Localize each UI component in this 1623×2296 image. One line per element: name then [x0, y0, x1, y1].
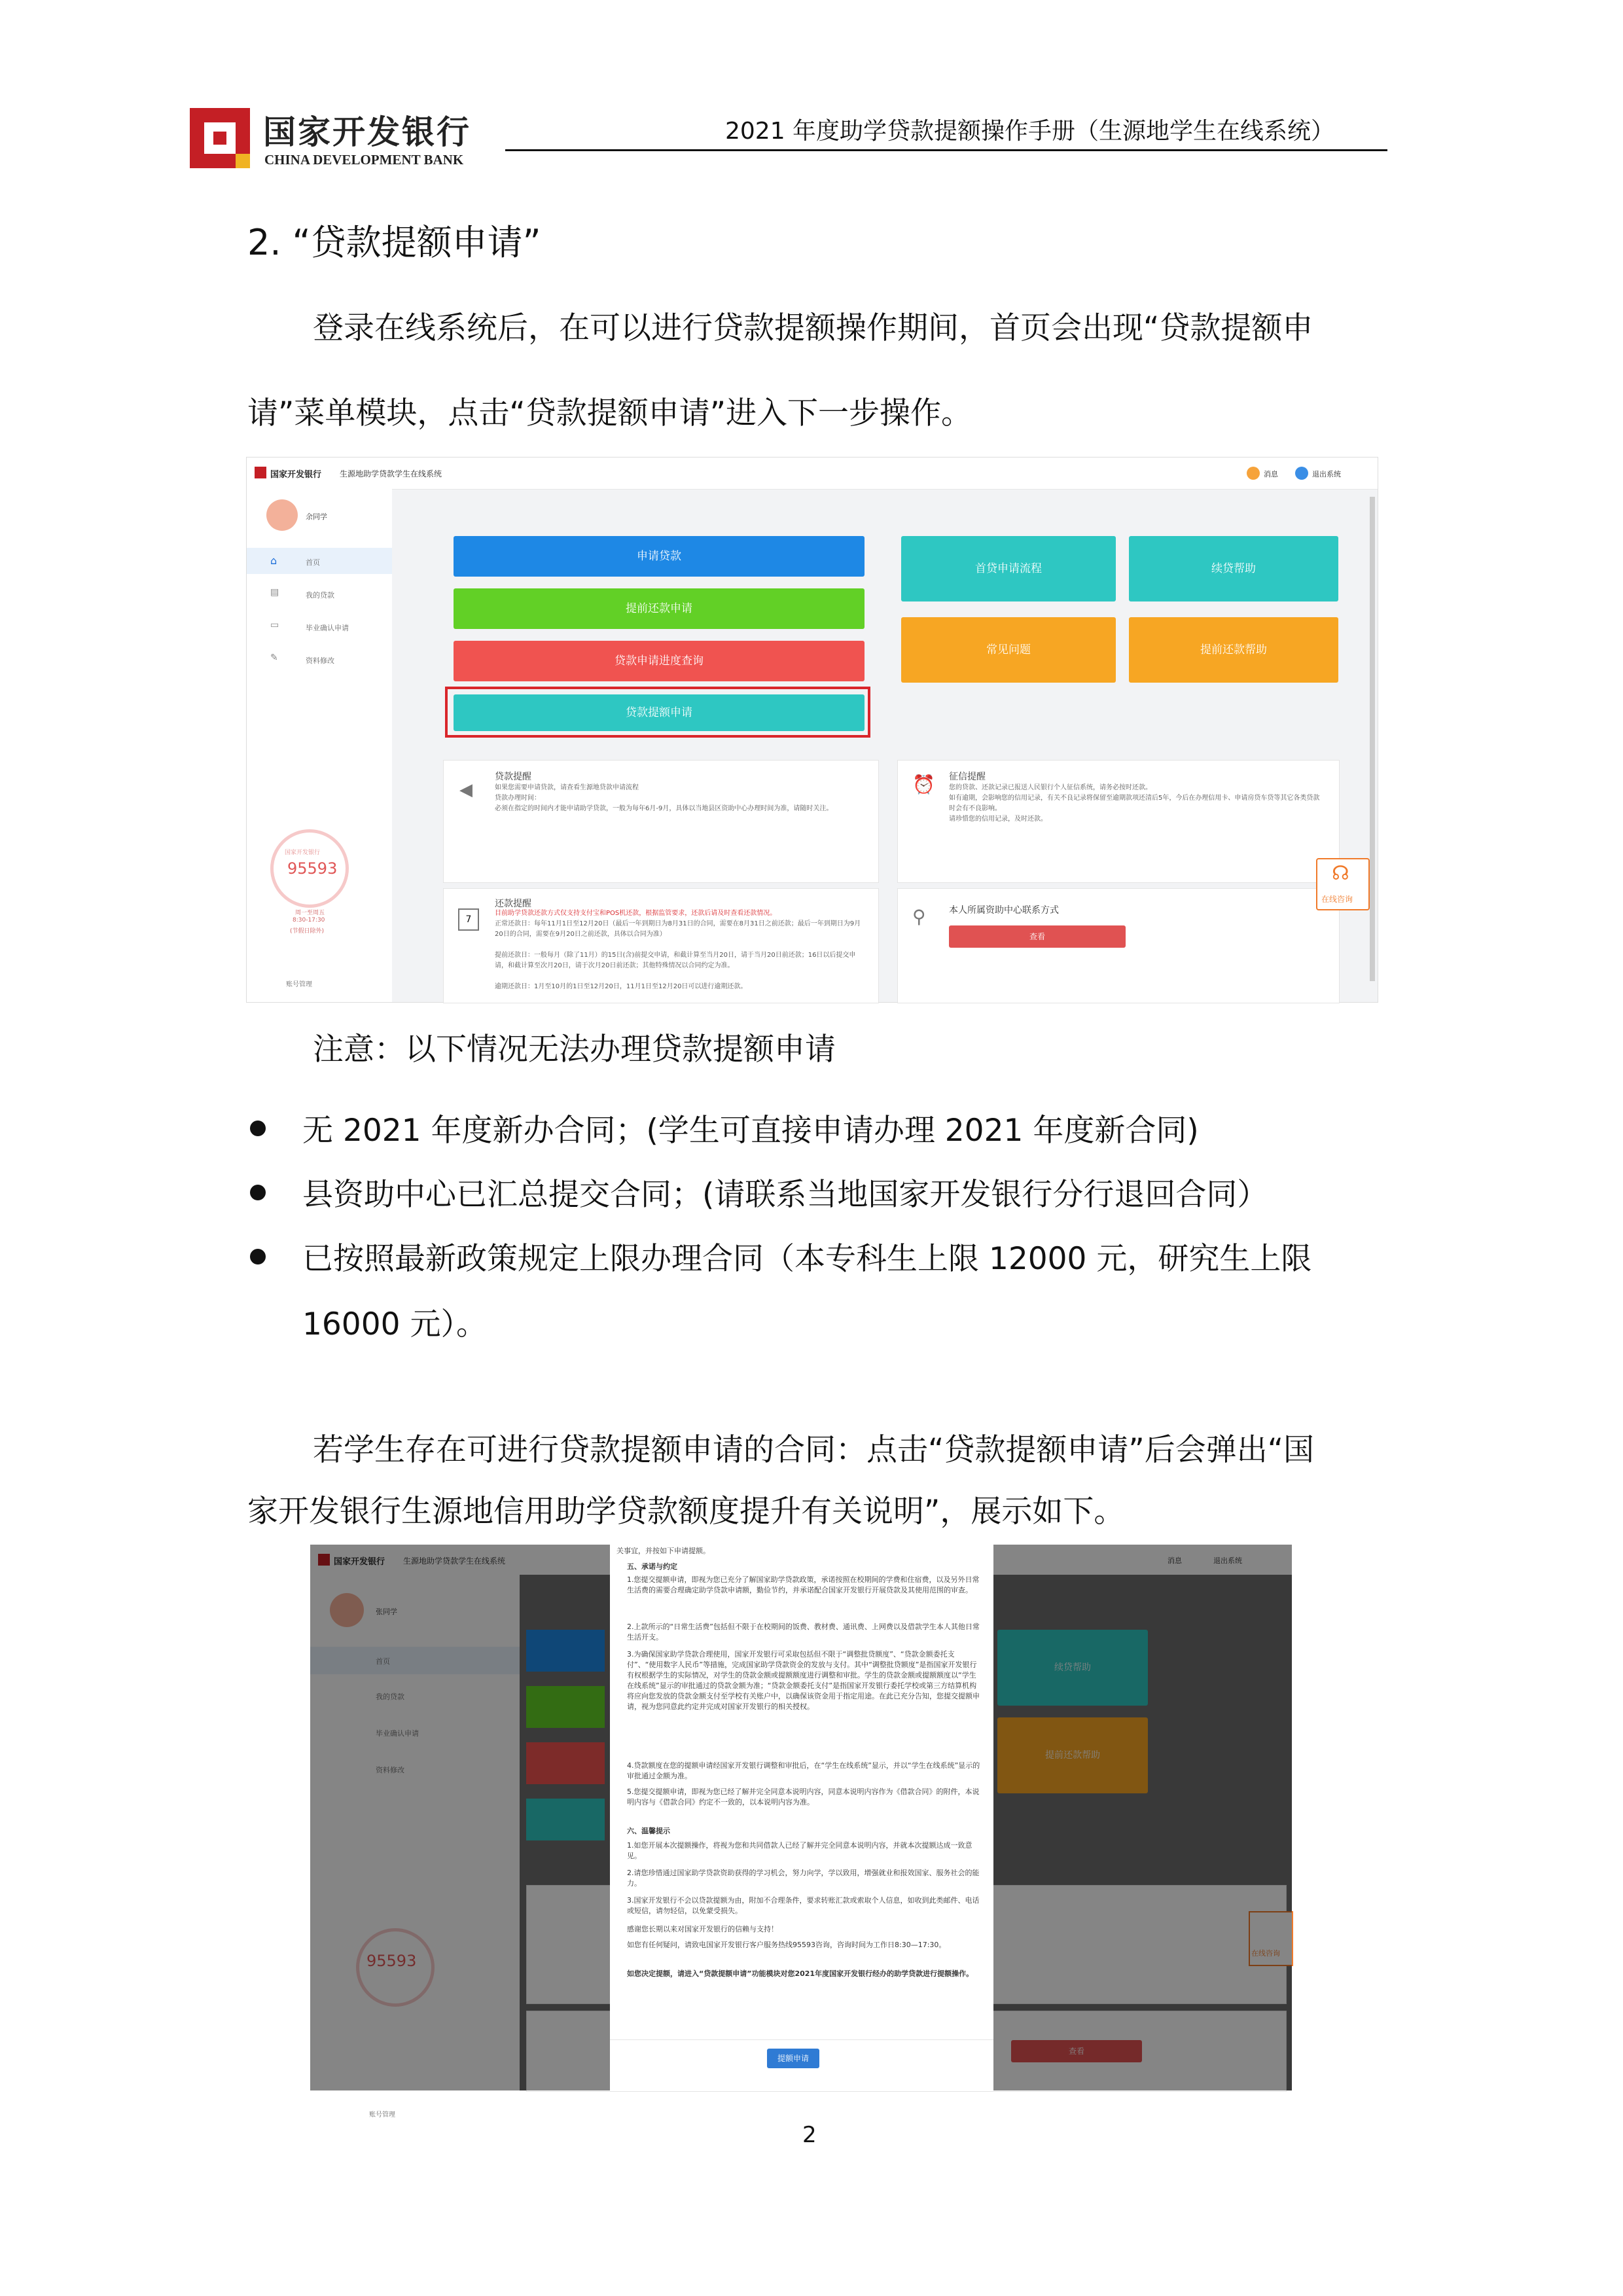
- logout-link[interactable]: 退出系统: [1312, 470, 1341, 478]
- card-line: 贷款办理时间：: [495, 795, 541, 802]
- page-number: 2: [802, 2122, 817, 2148]
- bullet-dot: [250, 1185, 266, 1200]
- scrollbar[interactable]: [1370, 497, 1375, 981]
- online-consult-widget[interactable]: [1316, 858, 1370, 910]
- avatar: [266, 499, 298, 531]
- view-contact-button[interactable]: 查看: [1011, 2040, 1142, 2062]
- header-divider: [505, 149, 1387, 151]
- sidebar-item-graduation[interactable]: [247, 613, 392, 639]
- tile-renewal-help[interactable]: 续贷帮助: [997, 1630, 1148, 1706]
- paragraph-1-line-2: 请”菜单模块，点击“贷款提额申请”进入下一步操作。: [247, 395, 972, 431]
- hotline-note-2: 8:30-17:30: [293, 917, 325, 924]
- card-title: 贷款提醒: [495, 772, 531, 782]
- speaker-icon: ◀: [459, 780, 473, 800]
- sidebar-item-edit-profile[interactable]: [247, 646, 392, 672]
- logo-chinese-name: 国家开发银行: [263, 113, 471, 151]
- submit-increase-button[interactable]: 提额申请: [767, 2049, 819, 2068]
- note-heading: 注意：以下情况无法办理贷款提额申请: [313, 1031, 836, 1067]
- user-name: 张同学: [376, 1607, 397, 1616]
- bullet-dot: [250, 1121, 266, 1136]
- app-topbar: [247, 457, 1378, 490]
- account-management-link[interactable]: 账号管理: [369, 2111, 395, 2119]
- logout-icon[interactable]: [1295, 467, 1308, 480]
- card-aid-center-contact: [897, 888, 1340, 1003]
- screenshot-homepage: [246, 457, 1378, 1003]
- modal-line: 如您有任何疑问，请致电国家开发银行客户服务热线95593咨询，咨询时间为工作日8:30—17:30。: [627, 1941, 946, 1949]
- modal-line: 如您决定提额，请进入“贷款提额申请”功能模块对您2021年度国家开发银行经办的助学贷款进行提额操作。: [627, 1969, 974, 1978]
- hotline-number: 95593: [366, 1952, 417, 1970]
- card-repayment-reminder: [443, 888, 879, 1003]
- card-line: 如果您需要申请贷款，请查看生源地贷款申请流程: [495, 784, 639, 791]
- document-title: 2021 年度助学贷款提额操作手册（生源地学生在线系统）: [725, 118, 1335, 145]
- card-line: 如有逾期，会影响您的信用记录，有关不良记录将保留至逾期款项还清后5年，今后在办理信用卡、申请房贷车贷等其它各类贷款时会有不良影响。: [949, 795, 1320, 812]
- bank-logo-icon: [190, 108, 250, 168]
- modal-line: 3.国家开发银行不会以贷款提额为由，附加不合理条件，要求转账汇款或索取个人信息，如收到此类邮件、电话或短信，请勿轻信，以免蒙受损失。: [627, 1896, 980, 1915]
- modal-heading: 六、温馨提示: [627, 1827, 670, 1835]
- sidebar-item-edit-profile[interactable]: 资料修改: [376, 1766, 404, 1774]
- sidebar-item-label: 首页: [306, 558, 320, 567]
- modal-line: 3.为确保国家助学贷款合理使用，国家开发银行可采取包括但不限于“调整批贷额度”、“贷款金额委托支付”、“使用数字人民币”等措施，完成国家助学贷款资金的发放与支付。其中“调整批贷额度”是指国家开发银行有权根据学生的实际情况，对学生的贷款金额或提额额度进行调整和审批。学生的贷款金额或提额额度以“学生在线系统”显示的审批通过的贷款金额为准；“贷款金额委托支付”是指国家开发银行委托学校或第三方结算机构将应向您发放的贷款金额支付至学校有关账户中，以确保该资金用于指定用途。在此已充分告知，您提交提额申请，视为您同意此约定并完成对国家开发银行的相关授权。: [627, 1650, 980, 1711]
- card-title: 本人所属资助中心联系方式: [949, 905, 1059, 916]
- card-line: 您的贷款、还款记录已报送人民银行个人征信系统，请务必按时还款。: [949, 784, 1152, 791]
- sidebar: [247, 489, 392, 1002]
- online-consult-label: 在线咨询: [1251, 1949, 1280, 1958]
- card-loan-reminder: [443, 760, 879, 883]
- card-line: 目前助学贷款还款方式仅支持支付宝和POS机还款，根据监管要求，还款后请及时查看还款情况。: [495, 910, 777, 917]
- modal-line: 1.您提交提额申请，即视为您已充分了解国家助学贷款政策，承诺按照在校期间的学费和住宿费，以及另外日常生活费的需要合理确定助学贷款申请额，勤俭节约，并承诺配合国家开发银行开展贷款及其使用范围的审查。: [627, 1575, 980, 1594]
- app-title: 生源地助学贷款学生在线系统: [403, 1556, 506, 1566]
- hotline-label: 国家开发银行: [285, 850, 321, 856]
- paragraph-2-line-2: 家开发银行生源地信用助学贷款额度提升有关说明”，展示如下。: [247, 1494, 1125, 1530]
- bullet-dot: [250, 1249, 266, 1265]
- document-icon: ▤: [270, 587, 279, 598]
- card-line: 正常还款日：每年11月1日至12月20日（最后一年到期日为8月31日的合同，需要在8月31日之前还款；最后一年到期日为9月20日的合同，需要在9月20日之前还款，具体以合同为准）: [495, 920, 861, 938]
- hotline-number: 95593: [287, 859, 338, 878]
- modal-line: 1.如您开展本次提额操作，将视为您和共同借款人已经了解并完全同意本说明内容，并就本次提额达成一致意见。: [627, 1841, 972, 1860]
- modal-line: 2.请您珍惜通过国家助学贷款资助获得的学习机会，努力向学，学以致用，增强就业和报效国家、服务社会的能力。: [627, 1869, 980, 1888]
- user-name: 余同学: [306, 512, 327, 521]
- modal-line: 感谢您长期以来对国家开发银行的信赖与支持！: [627, 1925, 778, 1933]
- card-line: 请珍惜您的信用记录，及时还款。: [949, 816, 1047, 823]
- sidebar-item-label: 资料修改: [306, 656, 334, 665]
- message-link[interactable]: 消息: [1264, 470, 1278, 478]
- online-consult-label: 在线咨询: [1321, 895, 1353, 904]
- bullet-item-2: 县资助中心已汇总提交合同；(请联系当地国家开发银行分行退回合同）: [302, 1177, 1268, 1213]
- loan-increase-button[interactable]: 贷款提额申请: [454, 694, 865, 731]
- tile-prepayment-help[interactable]: 提前还款帮助: [1129, 617, 1338, 683]
- sidebar-item-home[interactable]: [247, 548, 392, 574]
- app-bank-name: 国家开发银行: [334, 1557, 385, 1567]
- paragraph-2-line-1: 若学生存在可进行贷款提额申请的合同：点击“贷款提额申请”后会弹出“国: [313, 1432, 1315, 1468]
- alarm-clock-icon: ⏰: [912, 774, 935, 795]
- bank-logo-icon: [255, 467, 266, 478]
- modal-line: 4.贷款额度在您的提额申请经国家开发银行调整和审批后，在“学生在线系统”显示，并以“学生在线系统”显示的审批通过金额为准。: [627, 1761, 980, 1780]
- message-icon[interactable]: [1247, 467, 1260, 480]
- bullet-item-3-continued: 16000 元）。: [302, 1306, 487, 1342]
- card-title: 还款提醒: [495, 899, 531, 909]
- message-link[interactable]: 消息: [1168, 1556, 1182, 1565]
- card-line: 必须在指定的时间内才能申请助学贷款，一般为每年6月-9月，具体以当地县区资助中心办理时间为准，请随时关注。: [495, 805, 833, 812]
- app-bank-name: 国家开发银行: [270, 470, 322, 480]
- card-line: 逾期还款日：1月至10月的1日至12月20日，11月1日至12月20日可以进行逾期还款。: [495, 983, 747, 990]
- card-line: 提前还款日：一般每月（除了11月）的15日(含)前提交申请，和截计算至当月20日，请于当月20日前还款；16日以后提交申请，和截计算至次月20日，请于次月20日前还款；其他特殊情况以合同约定为准。: [495, 952, 856, 969]
- tile-prepayment-help[interactable]: 提前还款帮助: [997, 1717, 1148, 1793]
- cap-icon: ▭: [270, 620, 279, 630]
- paragraph-1-line-1: 登录在线系统后，在可以进行贷款提额操作期间，首页会出现“贷款提额申: [313, 310, 1313, 346]
- sidebar-item-label: 毕业确认申请: [306, 624, 349, 632]
- logout-link[interactable]: 退出系统: [1213, 1556, 1242, 1565]
- section-heading: 2. “贷款提额申请”: [247, 222, 541, 263]
- sidebar-item-my-loans[interactable]: [247, 581, 392, 607]
- card-title: 征信提醒: [949, 772, 986, 782]
- tile-first-loan-process[interactable]: 首贷申请流程: [901, 536, 1116, 601]
- home-icon: ⌂: [270, 554, 277, 567]
- tile-faq[interactable]: 常见问题: [901, 617, 1116, 683]
- modal-line: 5.您提交提额申请，即视为您已经了解并完全同意本说明内容，同意本说明内容作为《借款合同》的附件，本说明内容与《借款合同》约定不一致的，以本说明内容为准。: [627, 1787, 980, 1806]
- sidebar-item-my-loans[interactable]: 我的贷款: [376, 1693, 404, 1701]
- sidebar-item-label: 我的贷款: [306, 591, 334, 600]
- modal-heading: 五、承诺与约定: [627, 1562, 677, 1571]
- hotline-note-1: 周一至周五: [295, 910, 325, 916]
- calendar-icon: 7: [458, 908, 479, 931]
- prepayment-button[interactable]: 提前还款申请: [454, 588, 865, 629]
- screenshot-increase-modal: [310, 1545, 1292, 2119]
- increase-explanation-modal: [610, 1545, 993, 2090]
- modal-line: 关事宜，并按如下申请提额。: [616, 1547, 710, 1555]
- apply-loan-button[interactable]: 申请贷款: [454, 536, 865, 577]
- account-management-link[interactable]: 账号管理: [286, 981, 312, 988]
- modal-divider: [610, 2039, 993, 2040]
- headset-icon: ☊: [1332, 862, 1349, 885]
- hotline-note-3: (节假日除外): [290, 928, 325, 935]
- search-icon: ⚲: [912, 906, 926, 927]
- card-credit-reminder: [897, 760, 1340, 883]
- sidebar-item-label: 首页: [376, 1657, 390, 1666]
- bullet-item-3: 已按照最新政策规定上限办理合同（本专科生上限 12000 元，研究生上限: [302, 1241, 1312, 1277]
- tile-renewal-help[interactable]: 续贷帮助: [1129, 536, 1338, 601]
- edit-icon: ✎: [270, 653, 278, 663]
- view-contact-button[interactable]: 查看: [949, 925, 1126, 948]
- sidebar-item-graduation[interactable]: 毕业确认申请: [376, 1729, 419, 1738]
- logo-english-name: CHINA DEVELOPMENT BANK: [264, 152, 464, 168]
- app-title: 生源地助学贷款学生在线系统: [340, 469, 442, 478]
- bullet-item-1: 无 2021 年度新办合同；(学生可直接申请办理 2021 年度新合同): [302, 1113, 1199, 1149]
- progress-query-button[interactable]: 贷款申请进度查询: [454, 641, 865, 681]
- modal-line: 2.上款所示的“日常生活费”包括但不限于在校期间的饭费、教材费、通讯费、上网费以及借款学生本人其他日常生活开支。: [627, 1623, 980, 1641]
